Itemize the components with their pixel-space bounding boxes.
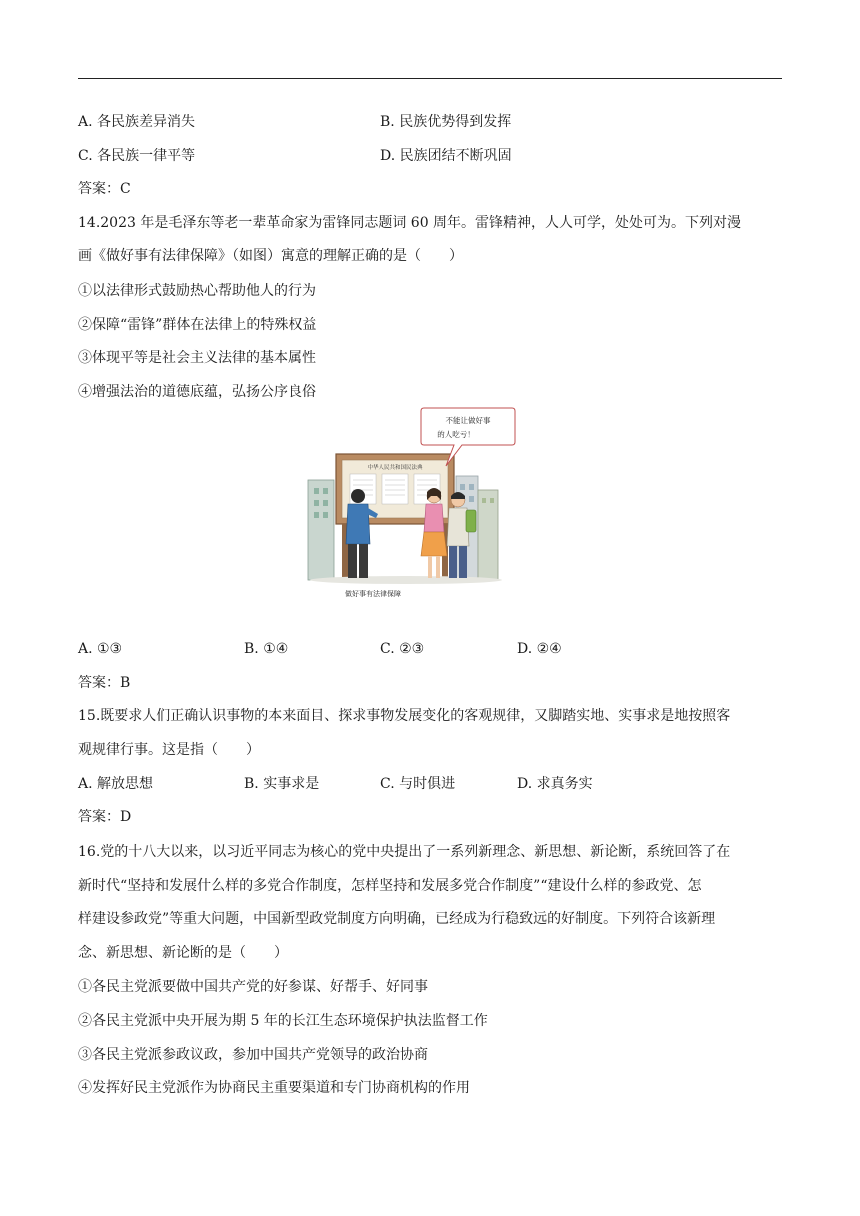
q15-option-a: A. 解放思想 — [78, 776, 154, 792]
q13-option-c: C. 各民族一律平等 — [78, 148, 196, 164]
q16-item-1: ①各民主党派要做中国共产党的好参谋、好帮手、好同事 — [78, 979, 428, 995]
q14-item-1: ①以法律形式鼓励热心帮助他人的行为 — [78, 283, 316, 299]
q14-item-3: ③体现平等是社会主义法律的基本属性 — [78, 350, 316, 366]
speech-line-1: 不能让做好事 — [445, 416, 491, 425]
q14-item-4: ④增强法治的道德底蕴，弘扬公序良俗 — [78, 384, 316, 400]
q16-item-4: ④发挥好民主党派作为协商民主重要渠道和专门协商机构的作用 — [78, 1080, 470, 1096]
q14-answer: 答案：B — [78, 675, 131, 691]
q14-stem-line-2: 画《做好事有法律保障》（如图）寓意的理解正确的是（ ） — [78, 248, 463, 264]
cartoon-figure — [306, 404, 516, 604]
board-title: 中华人民共和国民法典 — [367, 465, 423, 471]
q16-stem-line-4: 念、新思想、新论断的是（ ） — [78, 945, 288, 961]
q14-stem-line-1: 14.2023 年是毛泽东等老一辈革命家为雷锋同志题词 60 周年。雷锋精神，人人可学，处处可为。下列对漫 — [78, 215, 742, 231]
q13-option-a: A. 各民族差异消失 — [78, 114, 196, 130]
q15-option-c: C. 与时俱进 — [380, 776, 456, 792]
q15-answer: 答案：D — [78, 809, 132, 825]
q13-answer: 答案：C — [78, 181, 131, 197]
q14-option-a: A. ①③ — [78, 641, 123, 657]
q14-item-2: ②保障“雷锋”群体在法律上的特殊权益 — [78, 317, 317, 333]
q16-item-2: ②各民主党派中央开展为期 5 年的长江生态环境保护执法监督工作 — [78, 1013, 488, 1029]
q13-option-d: D. 民族团结不断巩固 — [380, 148, 512, 164]
q15-stem-line-2: 观规律行事。这是指（ ） — [78, 742, 260, 758]
q14-option-d: D. ②④ — [517, 641, 562, 657]
q15-stem-line-1: 15.既要求人们正确认识事物的本来面目、探求事物发展变化的客观规律，又脚踏实地、实事求是地按照客 — [78, 708, 731, 724]
q16-stem-line-1: 16.党的十八大以来，以习近平同志为核心的党中央提出了一系列新理念、新思想、新论断，系统回答了在 — [78, 844, 731, 860]
q16-stem-line-2: 新时代“坚持和发展什么样的多党合作制度，怎样坚持和发展多党合作制度”“建设什么样的参政党、怎 — [78, 878, 702, 894]
q16-item-3: ③各民主党派参政议政，参加中国共产党领导的政治协商 — [78, 1047, 428, 1063]
header-rule — [78, 78, 782, 79]
q15-option-b: B. 实事求是 — [244, 776, 320, 792]
q13-option-b: B. 民族优势得到发挥 — [380, 114, 512, 130]
figure-caption: 做好事有法律保障 — [345, 590, 401, 598]
q15-option-d: D. 求真务实 — [517, 776, 593, 792]
speech-line-2: 的人吃亏！ — [437, 430, 475, 439]
q16-stem-line-3: 样建设参政党”等重大问题，中国新型政党制度方向明确，已经成为行稳致远的好制度。下列符合该新理 — [78, 911, 716, 927]
q14-option-b: B. ①④ — [244, 641, 289, 657]
q14-option-c: C. ②③ — [380, 641, 425, 657]
